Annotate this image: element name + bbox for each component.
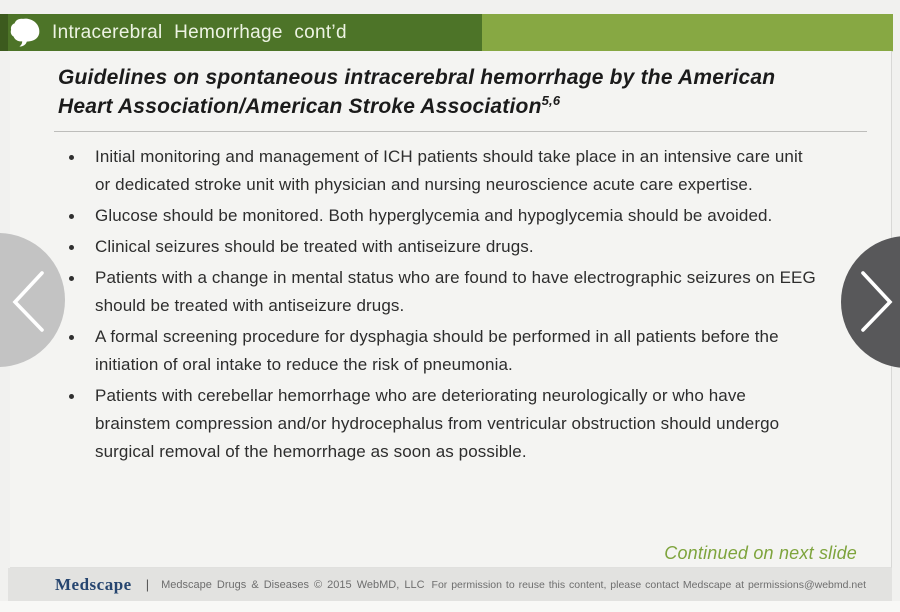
title-divider: [54, 131, 867, 132]
slide-title-line1: Guidelines on spontaneous intracerebral hemorrhage by the American: [58, 66, 776, 89]
bullet-item: [58, 233, 819, 261]
bullet-dot-icon: [58, 143, 95, 199]
bullet-item: [58, 264, 819, 320]
bullet-text: Patients with cerebellar hemorrhage who are deteriorating neurologically or who have brainstem compression and/or hydrocephalus from ventricular obstruction should undergo surgical removal of the hemorrhage as soon as possible.: [95, 386, 780, 461]
bullet-text: Glucose should be monitored. Both hyperglycemia and hypoglycemia should be avoided.: [95, 206, 773, 225]
chevron-right-icon: [841, 236, 900, 368]
slide-title: [58, 63, 819, 121]
brain-icon: [9, 17, 42, 48]
next-slide-button[interactable]: [841, 236, 900, 368]
bullet-dot-icon: [58, 202, 95, 230]
medscape-logo: Medscape: [55, 574, 132, 594]
bullet-item: [58, 202, 819, 230]
bullet-text: Patients with a change in mental status who are found to have electrographic seizures on EEG should be treated with antiseizure drugs.: [95, 268, 816, 315]
bullet-text: A formal screening procedure for dysphagia should be performed in all patients before the initiation of oral intake to reduce the risk of pneumonia.: [95, 327, 779, 374]
bullet-text: Initial monitoring and management of ICH patients should take place in an intensive care unit or dedicated stroke unit with physician and nursing neuroscience acute care expertise.: [95, 147, 803, 194]
footer-permission-text: For permission to reuse this content, please contact Medscape at permissions@webmd.net: [431, 578, 866, 591]
guideline-bullet-list: [58, 143, 819, 466]
footer-separator: |: [145, 577, 150, 592]
slide-content: [10, 51, 892, 568]
bullet-item: [58, 323, 819, 379]
bullet-dot-icon: [58, 382, 95, 466]
bullet-text: Clinical seizures should be treated with antiseizure drugs.: [95, 237, 534, 256]
slide-title-line2: Heart Association/American Stroke Association$^{5,6}$: [58, 93, 561, 118]
continued-note: Continued on next slide: [664, 543, 857, 563]
header-content: [0, 14, 347, 51]
bottom-margin: [0, 601, 900, 612]
previous-slide-button[interactable]: [0, 233, 65, 367]
footer-bar: [8, 568, 892, 601]
chevron-left-icon: [0, 233, 65, 367]
title-reference-superscript: 5,6: [541, 93, 561, 108]
header-light-segment: [482, 14, 893, 52]
slide-header-bar: [0, 14, 893, 51]
bullet-item: [58, 382, 819, 466]
header-title: Intracerebral Hemorrhage cont’d: [52, 21, 347, 43]
footer-copyright: Medscape Drugs & Diseases © 2015 WebMD, LLC: [161, 578, 425, 591]
bullet-item: [58, 143, 819, 199]
